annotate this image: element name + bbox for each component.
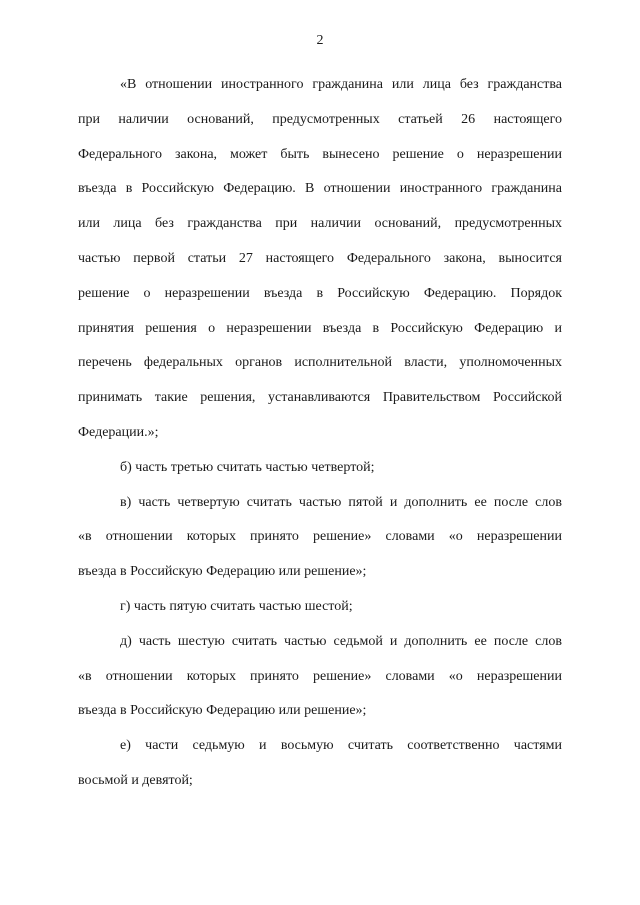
text-line: принятия решения о неразрешении въезда в Российскую Федерацию и bbox=[78, 320, 562, 336]
text-line: принимать такие решения, устанавливаются Правительством Российской bbox=[78, 390, 562, 406]
text-line: или лица без гражданства при наличии оснований, предусмотренных bbox=[78, 216, 562, 232]
text-line: въезда в Российскую Федерацию или решение»; bbox=[78, 703, 367, 719]
page-number: 2 bbox=[316, 33, 324, 48]
text-line: въезда в Российскую Федерацию. В отношении иностранного гражданина bbox=[78, 181, 562, 197]
text-line: Федерального закона, может быть вынесено решение о неразрешении bbox=[78, 146, 562, 162]
document-body bbox=[78, 68, 562, 799]
list-item-v bbox=[78, 486, 562, 590]
list-item-b bbox=[78, 451, 562, 486]
text-line: въезда в Российскую Федерацию или решение»; bbox=[78, 564, 367, 580]
list-item-d bbox=[78, 625, 562, 729]
text-line: в) часть четвертую считать частью пятой и дополнить ее после слов bbox=[120, 494, 562, 510]
list-item-e bbox=[78, 729, 562, 799]
text-line: перечень федеральных органов исполнительной власти, уполномоченных bbox=[78, 355, 562, 371]
text-line: г) часть пятую считать частью шестой; bbox=[120, 598, 353, 614]
text-line: «в отношении которых принято решение» словами «о неразрешении bbox=[78, 529, 562, 545]
text-line: «в отношении которых принято решение» словами «о неразрешении bbox=[78, 668, 562, 684]
text-line: решение о неразрешении въезда в Российскую Федерацию. Порядок bbox=[78, 285, 562, 301]
text-line: Федерации.»; bbox=[78, 424, 159, 440]
text-line: восьмой и девятой; bbox=[78, 772, 193, 788]
text-line: частью первой статьи 27 настоящего Федерального закона, выносится bbox=[78, 250, 562, 266]
text-line: «В отношении иностранного гражданина или лица без гражданства bbox=[120, 77, 562, 92]
text-line: при наличии оснований, предусмотренных статьей 26 настоящего bbox=[78, 111, 562, 127]
quote-paragraph bbox=[78, 68, 562, 451]
text-line: е) части седьмую и восьмую считать соответственно частями bbox=[120, 738, 562, 754]
text-line: д) часть шестую считать частью седьмой и дополнить ее после слов bbox=[120, 633, 562, 649]
text-line: б) часть третью считать частью четвертой; bbox=[120, 459, 375, 475]
list-item-g bbox=[78, 590, 562, 625]
